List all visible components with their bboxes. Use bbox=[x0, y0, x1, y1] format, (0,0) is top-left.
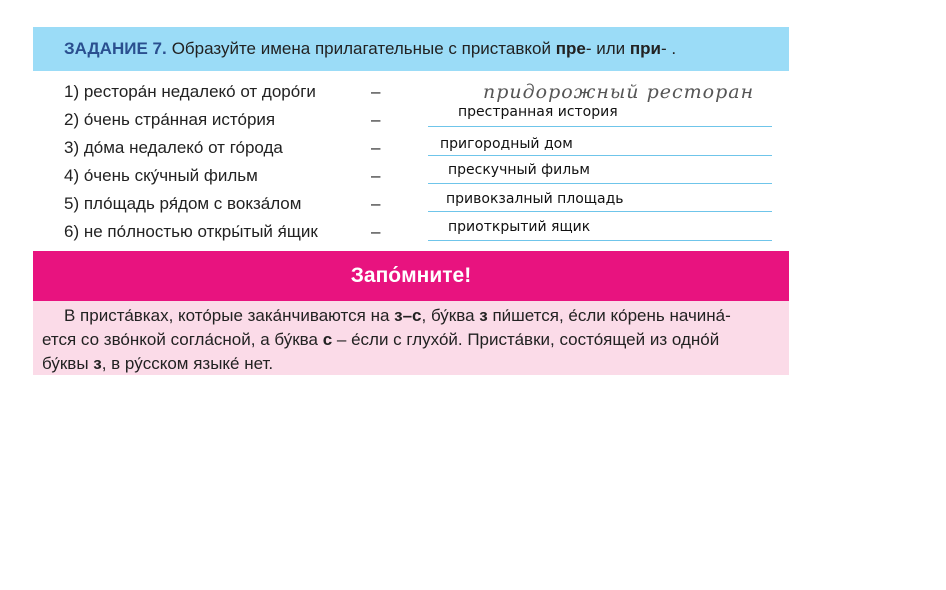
rule-line-2 bbox=[42, 328, 780, 352]
answer-field[interactable]: пригородный дом bbox=[440, 136, 573, 152]
dash: – bbox=[371, 138, 381, 157]
answer-underline bbox=[428, 211, 772, 212]
exercise-row-6 bbox=[33, 216, 789, 244]
exercise-phrase: 3) до́ма недалеко́ от го́рода bbox=[64, 138, 283, 157]
rule-text: ется со зво́нкой согла́сной, а бу́ква bbox=[42, 330, 323, 349]
dash: – bbox=[371, 166, 381, 185]
exercise-phrase: 5) пло́щадь ря́дом с вокза́лом bbox=[64, 194, 302, 213]
dash: – bbox=[371, 110, 381, 129]
exercise-phrase: 1) рестора́н недалеко́ от доро́ги bbox=[64, 82, 316, 101]
rule-line-3 bbox=[42, 352, 780, 376]
remember-header bbox=[33, 251, 789, 301]
remember-rule bbox=[33, 301, 789, 375]
exercise-phrase: 6) не по́лностью откры́тый я́щик bbox=[64, 222, 318, 241]
exercise-row-3 bbox=[33, 132, 789, 160]
rule-text: бу́квы bbox=[42, 354, 94, 373]
task-prefix-pre: пре bbox=[555, 39, 586, 58]
rule-bold: з bbox=[479, 306, 488, 325]
task-instruction bbox=[172, 39, 676, 59]
task-text-before: Образуйте имена прилагательные с приставкой bbox=[171, 39, 556, 58]
answer-field[interactable]: прескучный фильм bbox=[448, 162, 590, 178]
task-prefix-pri: при bbox=[629, 39, 661, 58]
rule-bold: с bbox=[322, 330, 333, 349]
task-header bbox=[33, 27, 789, 71]
rule-text: , бу́ква bbox=[421, 306, 480, 325]
answer-field[interactable]: приоткрытий ящик bbox=[448, 219, 591, 235]
answer-underline bbox=[428, 183, 772, 184]
exercise-row-5 bbox=[33, 188, 789, 216]
exercise-list bbox=[33, 71, 789, 251]
answer-underline bbox=[428, 155, 772, 156]
exercise-row-2 bbox=[33, 104, 789, 132]
exercise-row-4 bbox=[33, 160, 789, 188]
task-number: ЗАДАНИЕ 7. bbox=[64, 39, 167, 58]
rule-bold: з–с bbox=[394, 306, 422, 325]
remember-title: Запо́мните! bbox=[350, 264, 472, 287]
answer-field[interactable]: престранная история bbox=[458, 104, 618, 120]
answer-underline bbox=[428, 126, 772, 127]
rule-text: , в ру́сском языке́ нет. bbox=[101, 354, 274, 373]
rule-line-1 bbox=[42, 304, 780, 328]
dash: – bbox=[371, 82, 381, 101]
rule-bold: з bbox=[93, 354, 102, 373]
task-text-after: - . bbox=[660, 39, 677, 58]
sample-answer-handwritten: придорожный ресторан bbox=[483, 81, 755, 103]
rule-text: В приста́вках, кото́рые зака́нчиваются на bbox=[64, 306, 395, 325]
rule-text: – е́сли с глухо́й. Приста́вки, состо́ящей из одно́й bbox=[332, 330, 720, 349]
exercise-phrase: 4) о́чень ску́чный фильм bbox=[64, 166, 258, 185]
exercise-row-1 bbox=[33, 76, 789, 104]
rule-text: пи́шется, е́сли ко́рень начина́- bbox=[487, 306, 731, 325]
answer-underline bbox=[428, 240, 772, 241]
answer-field[interactable]: привокзалный площадь bbox=[446, 191, 624, 207]
exercise-phrase: 2) о́чень стра́нная исто́рия bbox=[64, 110, 276, 129]
dash: – bbox=[371, 194, 381, 213]
task-text-middle: - или bbox=[585, 39, 630, 58]
dash: – bbox=[371, 222, 381, 241]
